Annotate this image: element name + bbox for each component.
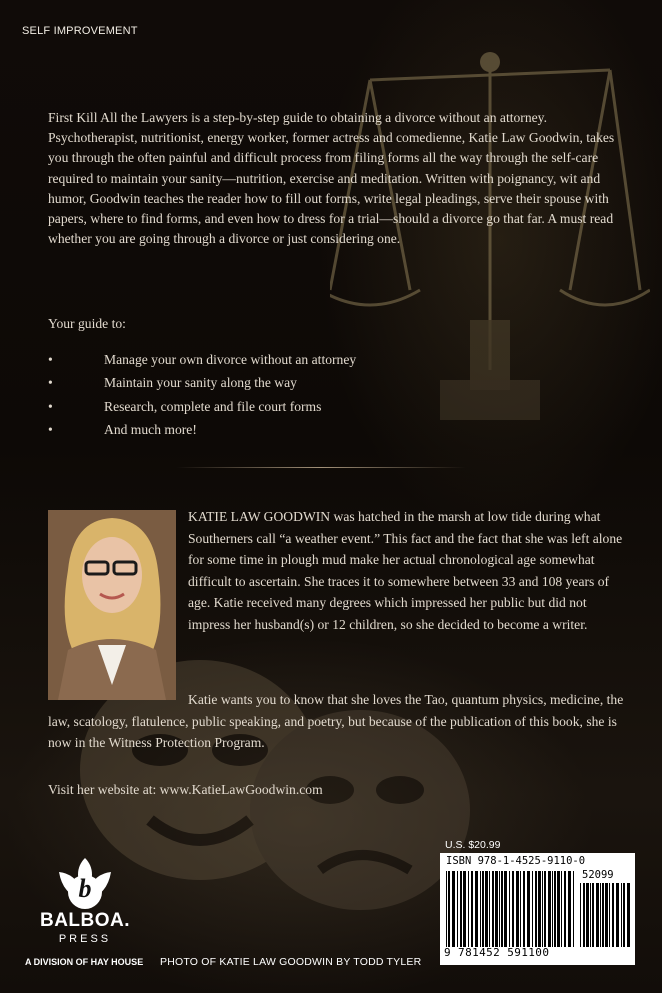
list-item [48,371,568,394]
barcode-bar [602,883,604,947]
barcode-bar [489,871,490,947]
barcode-bar [520,871,521,947]
barcode-bar [475,871,478,947]
author-bio-continued: Katie wants you to know that she loves the Tao, quantum physics, medicine, the law, scatology, flatulence, public speaking, and poetry, but because of the publication of this book, she is now in the Witness Protection Program. [48,692,624,751]
ean-number: 9 781452 591100 [444,946,550,959]
addon-barcode-bars [580,883,630,947]
barcode-bar [516,871,519,947]
barcode-bar [552,871,553,947]
author-photo [48,510,176,700]
barcode-bar [463,871,466,947]
list-item-text: Maintain your sanity along the way [104,375,297,391]
barcode-bar [501,871,503,947]
barcode-bar [448,871,450,947]
bullet-icon: • [48,398,53,414]
barcode-bar [538,871,541,947]
barcode-bar [492,871,494,947]
list-item-text: Manage your own divorce without an attorney [104,352,357,367]
barcode-bar [616,883,619,947]
publisher-name: BALBOA. [39,910,131,931]
barcode [440,853,635,965]
barcode-bar [452,871,455,947]
barcode-bar [600,883,601,947]
publisher-division: A DIVISION OF HAY HOUSE [25,957,144,967]
list-item-text: Research, complete and file court forms [104,398,322,414]
barcode-bar [586,883,589,947]
barcode-bar [605,883,608,947]
section-divider [176,467,466,468]
bullet-icon: • [48,352,53,367]
barcode-bars [446,871,576,947]
list-item [48,395,568,418]
barcode-bar [480,871,481,947]
book-description: First Kill All the Lawyers is a step-by-step guide to obtaining a divorce without an attorney. Psychotherapist, nutritionist, energy worker, former actress and comedienne, Katie Law Goodwin, takes you through the often painful and difficult process from filing forms all the way through the self-care required to maintain your sanity—nutrition, exercise and meditation. Written with poignancy, wit and humor, Goodwin teaches the reader how to fill out forms, write legal pleadings, serve their spouse with papers, where to find forms, and even how to dress for a trial—should a divorce go that far. A must read whether you are going through a divorce or just considering one. [48,110,615,247]
barcode-bar [623,883,625,947]
barcode-bar [583,883,585,947]
bullet-icon: • [48,375,53,391]
barcode-bar [446,871,447,947]
barcode-bar [495,871,498,947]
barcode-bar [485,871,488,947]
logo-letter: b [78,874,92,903]
list-item [48,418,568,441]
barcode-bar [557,871,560,947]
author-website: Visit her website at: www.KatieLawGoodwin.com [48,782,323,797]
publisher-logo [25,856,145,966]
barcode-bar [573,871,574,947]
publisher-subname: PRESS [58,933,112,945]
barcode-bar [532,871,533,947]
barcode-bar [627,883,630,947]
barcode-bar [468,871,469,947]
barcode-bar [568,871,571,947]
barcode-bar [609,883,610,947]
barcode-bar [561,871,562,947]
barcode-bar [592,883,594,947]
list-item-text: And much more! [104,421,197,437]
author-bio: KATIE LAW GOODWIN was hatched in the marsh at low tide during what Southerners call “a weather event.” This fact and the fact that she was left alone for some time in plough mud make her actual chronological age somewhat difficult to ascertain. She traces it to somewhere between 33 and 108 years of age. Katie received many degrees which impressed her public but did not impress her husband(s) or 12 children, so she decided to become a writer. [188,509,623,632]
barcode-bar [512,871,514,947]
price-code: 52099 [582,869,614,881]
barcode-bar [527,871,530,947]
barcode-bar [596,883,599,947]
barcode-bar [564,871,566,947]
bullet-icon: • [48,421,53,437]
barcode-bar [621,883,622,947]
barcode-bar [548,871,551,947]
barcode-bar [482,871,484,947]
barcode-bar [580,883,581,947]
photo-credit: PHOTO OF KATIE LAW GOODWIN BY TODD TYLER [160,956,422,968]
barcode-bar [554,871,556,947]
author-portrait-image [48,510,176,700]
barcode-bar [612,883,614,947]
barcode-bar [535,871,537,947]
price-label: U.S. $20.99 [445,839,501,851]
guide-heading: Your guide to: [48,316,126,331]
barcode-bar [460,871,462,947]
category-label: SELF IMPROVEMENT [22,25,138,37]
barcode-bar [471,871,473,947]
barcode-bar [523,871,525,947]
barcode-bar [590,883,591,947]
guide-list [48,348,568,441]
barcode-bar [504,871,507,947]
barcode-bar [499,871,500,947]
list-item [48,348,568,371]
barcode-bar [457,871,458,947]
barcode-bar [542,871,543,947]
barcode-bar [544,871,546,947]
barcode-bar [509,871,510,947]
isbn-text: ISBN 978-1-4525-9110-0 [446,855,586,867]
